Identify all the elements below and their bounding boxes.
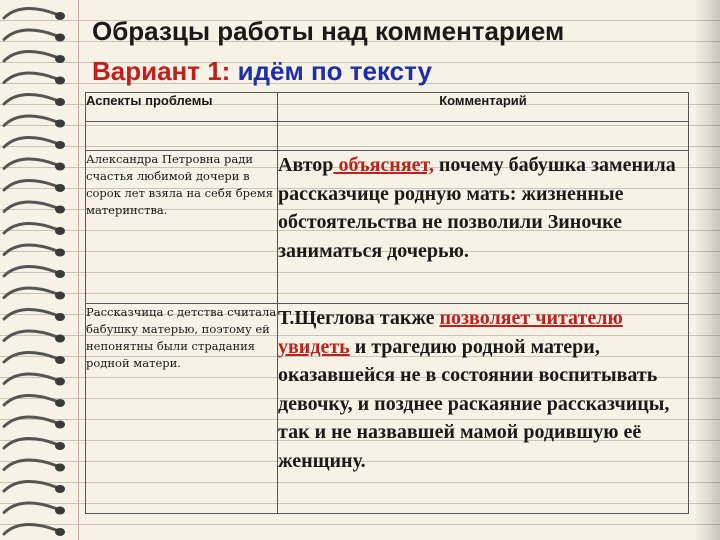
spacer-cell bbox=[278, 122, 689, 151]
binding-ring bbox=[4, 202, 65, 214]
binding-ring bbox=[4, 245, 65, 257]
comment-text: Автор bbox=[278, 154, 334, 176]
binding-ring bbox=[4, 95, 65, 107]
comment-cell bbox=[278, 151, 689, 304]
binding-ring bbox=[4, 396, 65, 408]
comment-text: Т.Щеглова также bbox=[278, 307, 440, 329]
binding-ring bbox=[4, 417, 65, 429]
comment-text: и трагедию родной матери, оказавшейся не в состоянии воспитывать девочку, и позднее раскаяние рассказчицы, так и не назвавшей мамой родившую её женщину. bbox=[278, 335, 670, 472]
binding-ring bbox=[4, 310, 65, 322]
table-row bbox=[86, 151, 689, 304]
binding-ring bbox=[4, 116, 65, 128]
binding-ring bbox=[4, 439, 65, 451]
binding-ring bbox=[4, 482, 65, 494]
slide-title: Образцы работы над комментарием bbox=[92, 16, 565, 46]
header-aspects: Аспекты проблемы bbox=[86, 93, 278, 122]
spiral-binding bbox=[0, 0, 70, 540]
highlighted-phrase: позволяет читателю увидеть bbox=[278, 307, 623, 358]
spacer-cell bbox=[86, 122, 278, 151]
binding-ring bbox=[4, 181, 65, 193]
binding-ring bbox=[4, 353, 65, 365]
binding-ring bbox=[4, 331, 65, 343]
binding-ring bbox=[4, 525, 65, 537]
binding-ring bbox=[4, 224, 65, 236]
binding-ring bbox=[4, 9, 65, 21]
binding-ring bbox=[4, 73, 65, 85]
binding-ring bbox=[4, 267, 65, 279]
table-spacer-row bbox=[86, 122, 689, 151]
variant-text: идём по тексту bbox=[230, 56, 432, 86]
binding-ring bbox=[4, 138, 65, 150]
binding-ring bbox=[4, 374, 65, 386]
page-edge-shadow bbox=[694, 0, 720, 540]
binding-ring bbox=[4, 30, 65, 42]
aspect-cell: Рассказчица с детства считала бабушку матерью, поэтому ей непонятны были страдания родной матери. bbox=[86, 304, 278, 514]
table-row bbox=[86, 304, 689, 514]
binding-ring bbox=[4, 460, 65, 472]
comment-cell bbox=[278, 304, 689, 514]
variant-label: Вариант 1: bbox=[92, 56, 231, 86]
commentary-table bbox=[85, 92, 689, 514]
binding-ring bbox=[4, 159, 65, 171]
table-header-row bbox=[86, 93, 689, 122]
binding-ring bbox=[4, 503, 65, 515]
aspect-cell: Александра Петровна ради счастья любимой дочери в сорок лет взяла на себя бремя материнства. bbox=[86, 151, 278, 304]
binding-ring bbox=[4, 288, 65, 300]
binding-ring bbox=[4, 52, 65, 64]
header-comment: Комментарий bbox=[278, 93, 689, 122]
slide-subtitle bbox=[92, 56, 432, 87]
margin-line bbox=[78, 0, 79, 540]
highlighted-phrase: объясняет, bbox=[333, 154, 434, 176]
comment-text: почему бабушка заменила рассказчице родную мать: жизненные обстоятельства не позволили Зиночке заниматься дочерью. bbox=[278, 154, 676, 262]
